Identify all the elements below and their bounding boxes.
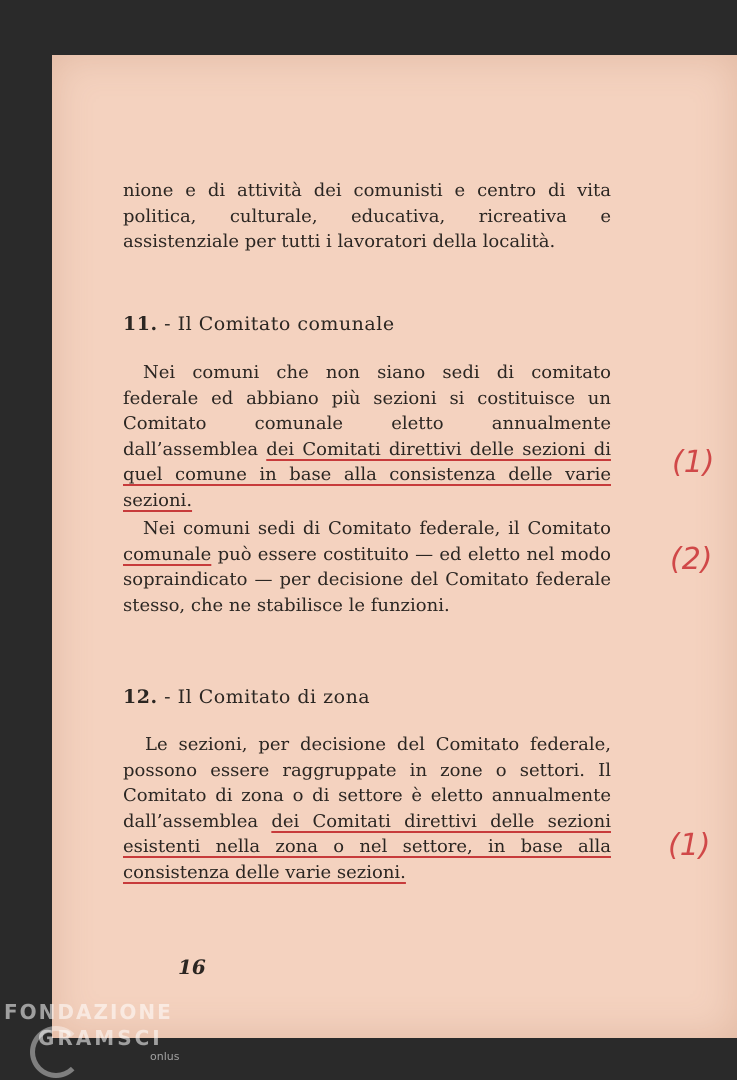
intro-paragraph: nione e di attività dei comunisti e centro di vita politica, culturale, educativa, ricreativa e assistenziale per tutti i lavoratori della località.: [123, 180, 611, 252]
section-11-paragraph-2: [123, 516, 611, 618]
section-11-number: 11.: [123, 313, 158, 335]
section-11: [123, 313, 611, 618]
section-12: [123, 686, 611, 885]
section-11-p2-text-b: può essere costituito — ed eletto nel modo sopraindicato — per decisione del Comitato federale stesso, che ne stabilisce le funzioni.: [123, 543, 611, 616]
margin-note-3: (1): [668, 828, 711, 863]
margin-note-2: (2): [670, 542, 713, 577]
watermark-line-2: GRAMSCI: [38, 1026, 163, 1050]
section-12-dash: -: [164, 686, 172, 708]
section-12-title: Il Comitato di zona: [177, 686, 371, 708]
section-11-dash: -: [164, 313, 172, 335]
watermark-logo: [4, 1000, 180, 1063]
page-number: 16: [178, 955, 206, 979]
margin-note-1: (1): [672, 445, 715, 480]
section-11-title: Il Comitato comunale: [177, 313, 395, 335]
section-11-p2-text-a: Nei comuni sedi di Comitato federale, il Comitato: [143, 518, 611, 539]
section-11-p1-text: Nei comuni che non siano sedi di comitato federale ed abbiano più sezioni si costituisce un Comitato comunale eletto annualmente dall’assemblea: [123, 362, 611, 460]
section-12-number: 12.: [123, 686, 158, 708]
section-11-paragraph-1: [123, 360, 611, 513]
section-12-heading: [123, 686, 611, 708]
section-12-p1-text: Le sezioni, per decisione del Comitato federale, possono essere raggruppate in zone o settori. Il Comitato di zona o di settore è eletto annualmente dall’assemblea: [123, 734, 611, 832]
intro-block: [123, 178, 611, 255]
section-11-heading: [123, 313, 611, 335]
section-12-paragraph-1: [123, 732, 611, 885]
section-11-p1-underlined: dei Comitati direttivi delle sezioni di quel comune in base alla consistenza delle varie sezioni.: [123, 438, 611, 511]
watermark-g-icon: [30, 1026, 82, 1078]
watermark-line-3: onlus: [150, 1050, 180, 1063]
section-12-p1-underlined: dei Comitati direttivi delle sezioni esistenti nella zona o nel settore, in base alla consistenza delle varie sezioni.: [123, 810, 611, 883]
section-11-p2-underlined: comunale: [123, 543, 212, 565]
watermark-line-1: FONDAZIONE: [4, 1000, 173, 1024]
